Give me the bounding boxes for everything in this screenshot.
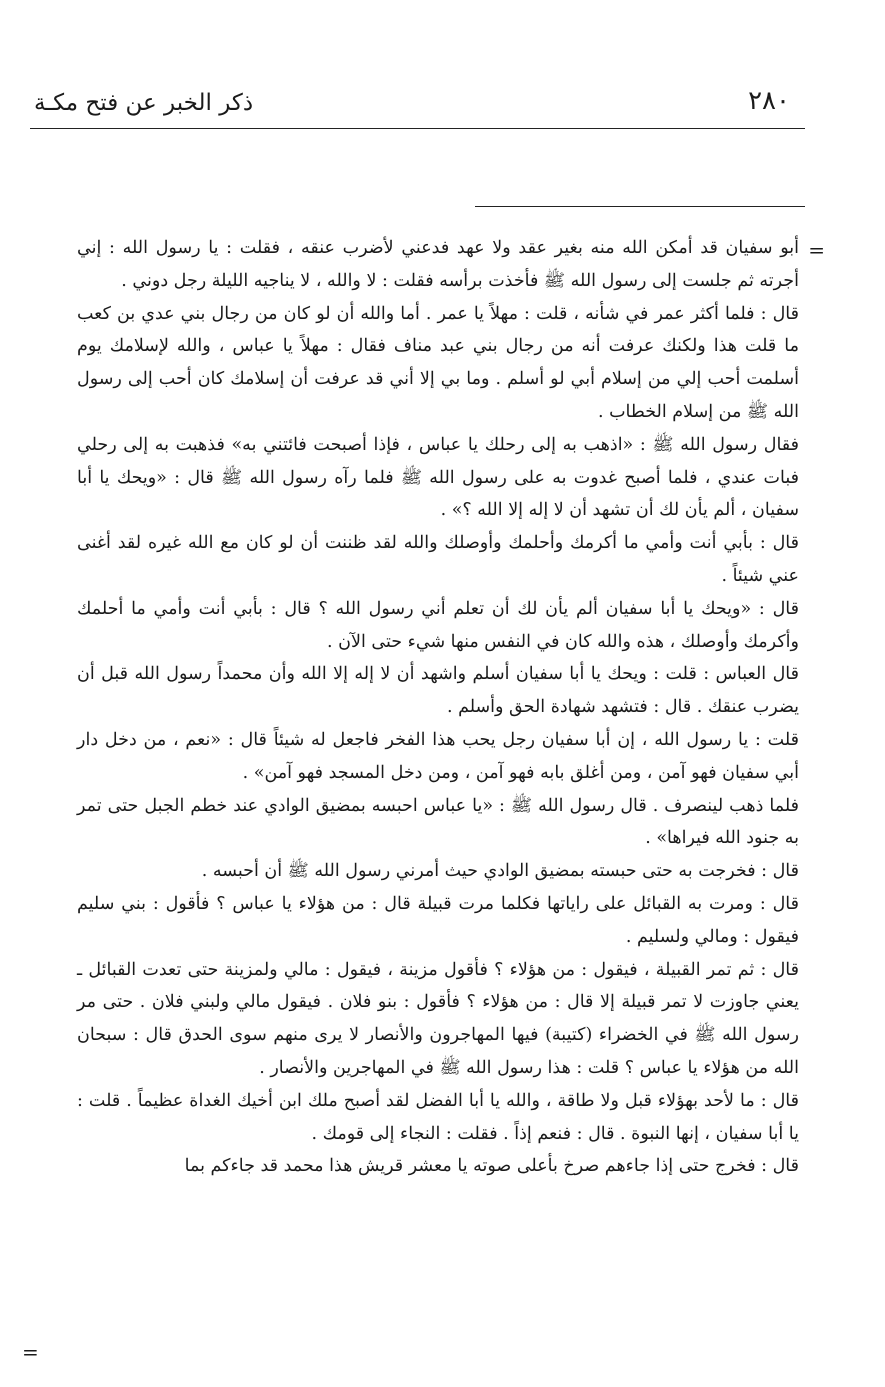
- paragraph: فقال رسول الله ﷺ : «اذهب به إلى رحلك يا عباس ، فإذا أصبحت فائتني به» فذهبت به إلى رحلي فبات عندي ، فلما أصبح غدوت به على رسول الله ﷺ فلما رآه رسول الله ﷺ قال : «ويحك يا أبا سفيان ، ألم يأن لك أن تشهد أن لا إله إلا الله ؟» .: [77, 434, 799, 521]
- footnote-rule: [475, 206, 805, 207]
- header-rule: [30, 128, 805, 129]
- footnote-body: [77, 232, 799, 1183]
- paragraph: قال : فخرجت به حتى حبسته بمضيق الوادي حيث أمرني رسول الله ﷺ أن أحبسه .: [201, 861, 799, 882]
- paragraph: أبو سفيان قد أمكن الله منه بغير عقد ولا عهد فدعني لأضرب عنقه ، فقلت : يا رسول الله : إني أجرته ثم جلست إلى رسول الله ﷺ فأخذت برأسه فقلت : لا والله ، لا يناجيه الليلة رجل دوني .: [77, 238, 799, 291]
- continuation-mark-start: =: [808, 238, 825, 262]
- paragraph: قال : فلما أكثر عمر في شأنه ، قلت : مهلاً يا عمر . أما والله أن لو كان من رجال بني عدي بن كعب ما قلت هذا ولكنك عرفت أنه من رجال بني عبد مناف فقال : مهلاً يا عباس ، والله لإسلامك يوم أسلمت أحب إلي من إسلام أبي لو أسلم . وما بي إلا أني قد عرفت أن إسلامك كان أحب إلى رسول الله ﷺ من إسلام الخطاب .: [77, 303, 799, 422]
- paragraph: قال : بأبي أنت وأمي ما أكرمك وأحلمك وأوصلك والله لقد ظننت أن لو كان مع الله غيره لقد أغنى عني شيئاً .: [77, 533, 799, 586]
- paragraph: قلت : يا رسول الله ، إن أبا سفيان رجل يحب هذا الفخر فاجعل له شيئاً قال : «نعم ، من دخل دار أبي سفيان فهو آمن ، ومن أغلق بابه فهو آمن ، ومن دخل المسجد فهو آمن» .: [77, 729, 799, 783]
- paragraph: قال : فخرج حتى إذا جاءهم صرخ بأعلى صوته يا معشر قريش هذا محمد قد جاءكم بما: [184, 1156, 799, 1177]
- paragraph: قال العباس : قلت : ويحك يا أبا سفيان أسلم واشهد أن لا إله إلا الله وأن محمداً رسول الله قبل أن يضرب عنقك . قال : فتشهد شهادة الحق وأسلم .: [77, 664, 799, 718]
- running-title: ذكر الخبر عن فتح مكـة: [34, 90, 254, 116]
- page-number: ٢٨٠: [748, 86, 790, 116]
- paragraph: قال : «ويحك يا أبا سفيان ألم يأن لك أن تعلم أني رسول الله ؟ قال : بأبي أنت وأمي ما أحلمك وأكرمك وأوصلك ، هذه والله كان في النفس منها شيء حتى الآن .: [77, 598, 800, 652]
- paragraph: فلما ذهب لينصرف . قال رسول الله ﷺ : «يا عباس احبسه بمضيق الوادي عند خطم الجبل حتى تمر به جنود الله فيراها» .: [77, 795, 799, 849]
- paragraph: قال : ومرت به القبائل على راياتها فكلما مرت قبيلة قال : من هؤلاء يا عباس ؟ فأقول : بني سليم فيقول : ومالي ولسليم .: [77, 893, 799, 947]
- continuation-mark-end: =: [22, 1340, 39, 1364]
- paragraph: قال : ما لأحد بهؤلاء قبل ولا طاقة ، والله يا أبا الفضل لقد أصبح ملك ابن أخيك الغداة عظيماً . قلت : يا أبا سفيان ، إنها النبوة . قال : فنعم إذاً . فقلت : النجاء إلى قومك .: [77, 1090, 799, 1144]
- paragraph: قال : ثم تمر القبيلة ، فيقول : من هؤلاء ؟ فأقول مزينة ، فيقول : مالي ولمزينة حتى تعدت القبائل ـ يعني جاوزت لا تمر قبيلة إلا قال : من هؤلاء ؟ فأقول : بنو فلان . فيقول مالي ولبني فلان . حتى مر رسول الله ﷺ في الخضراء (كتيبة) فيها المهاجرون والأنصار لا يرى منهم سوى الحدق قال : سبحان الله من هؤلاء يا عباس ؟ قلت : هذا رسول الله ﷺ في المهاجرين والأنصار .: [77, 959, 799, 1078]
